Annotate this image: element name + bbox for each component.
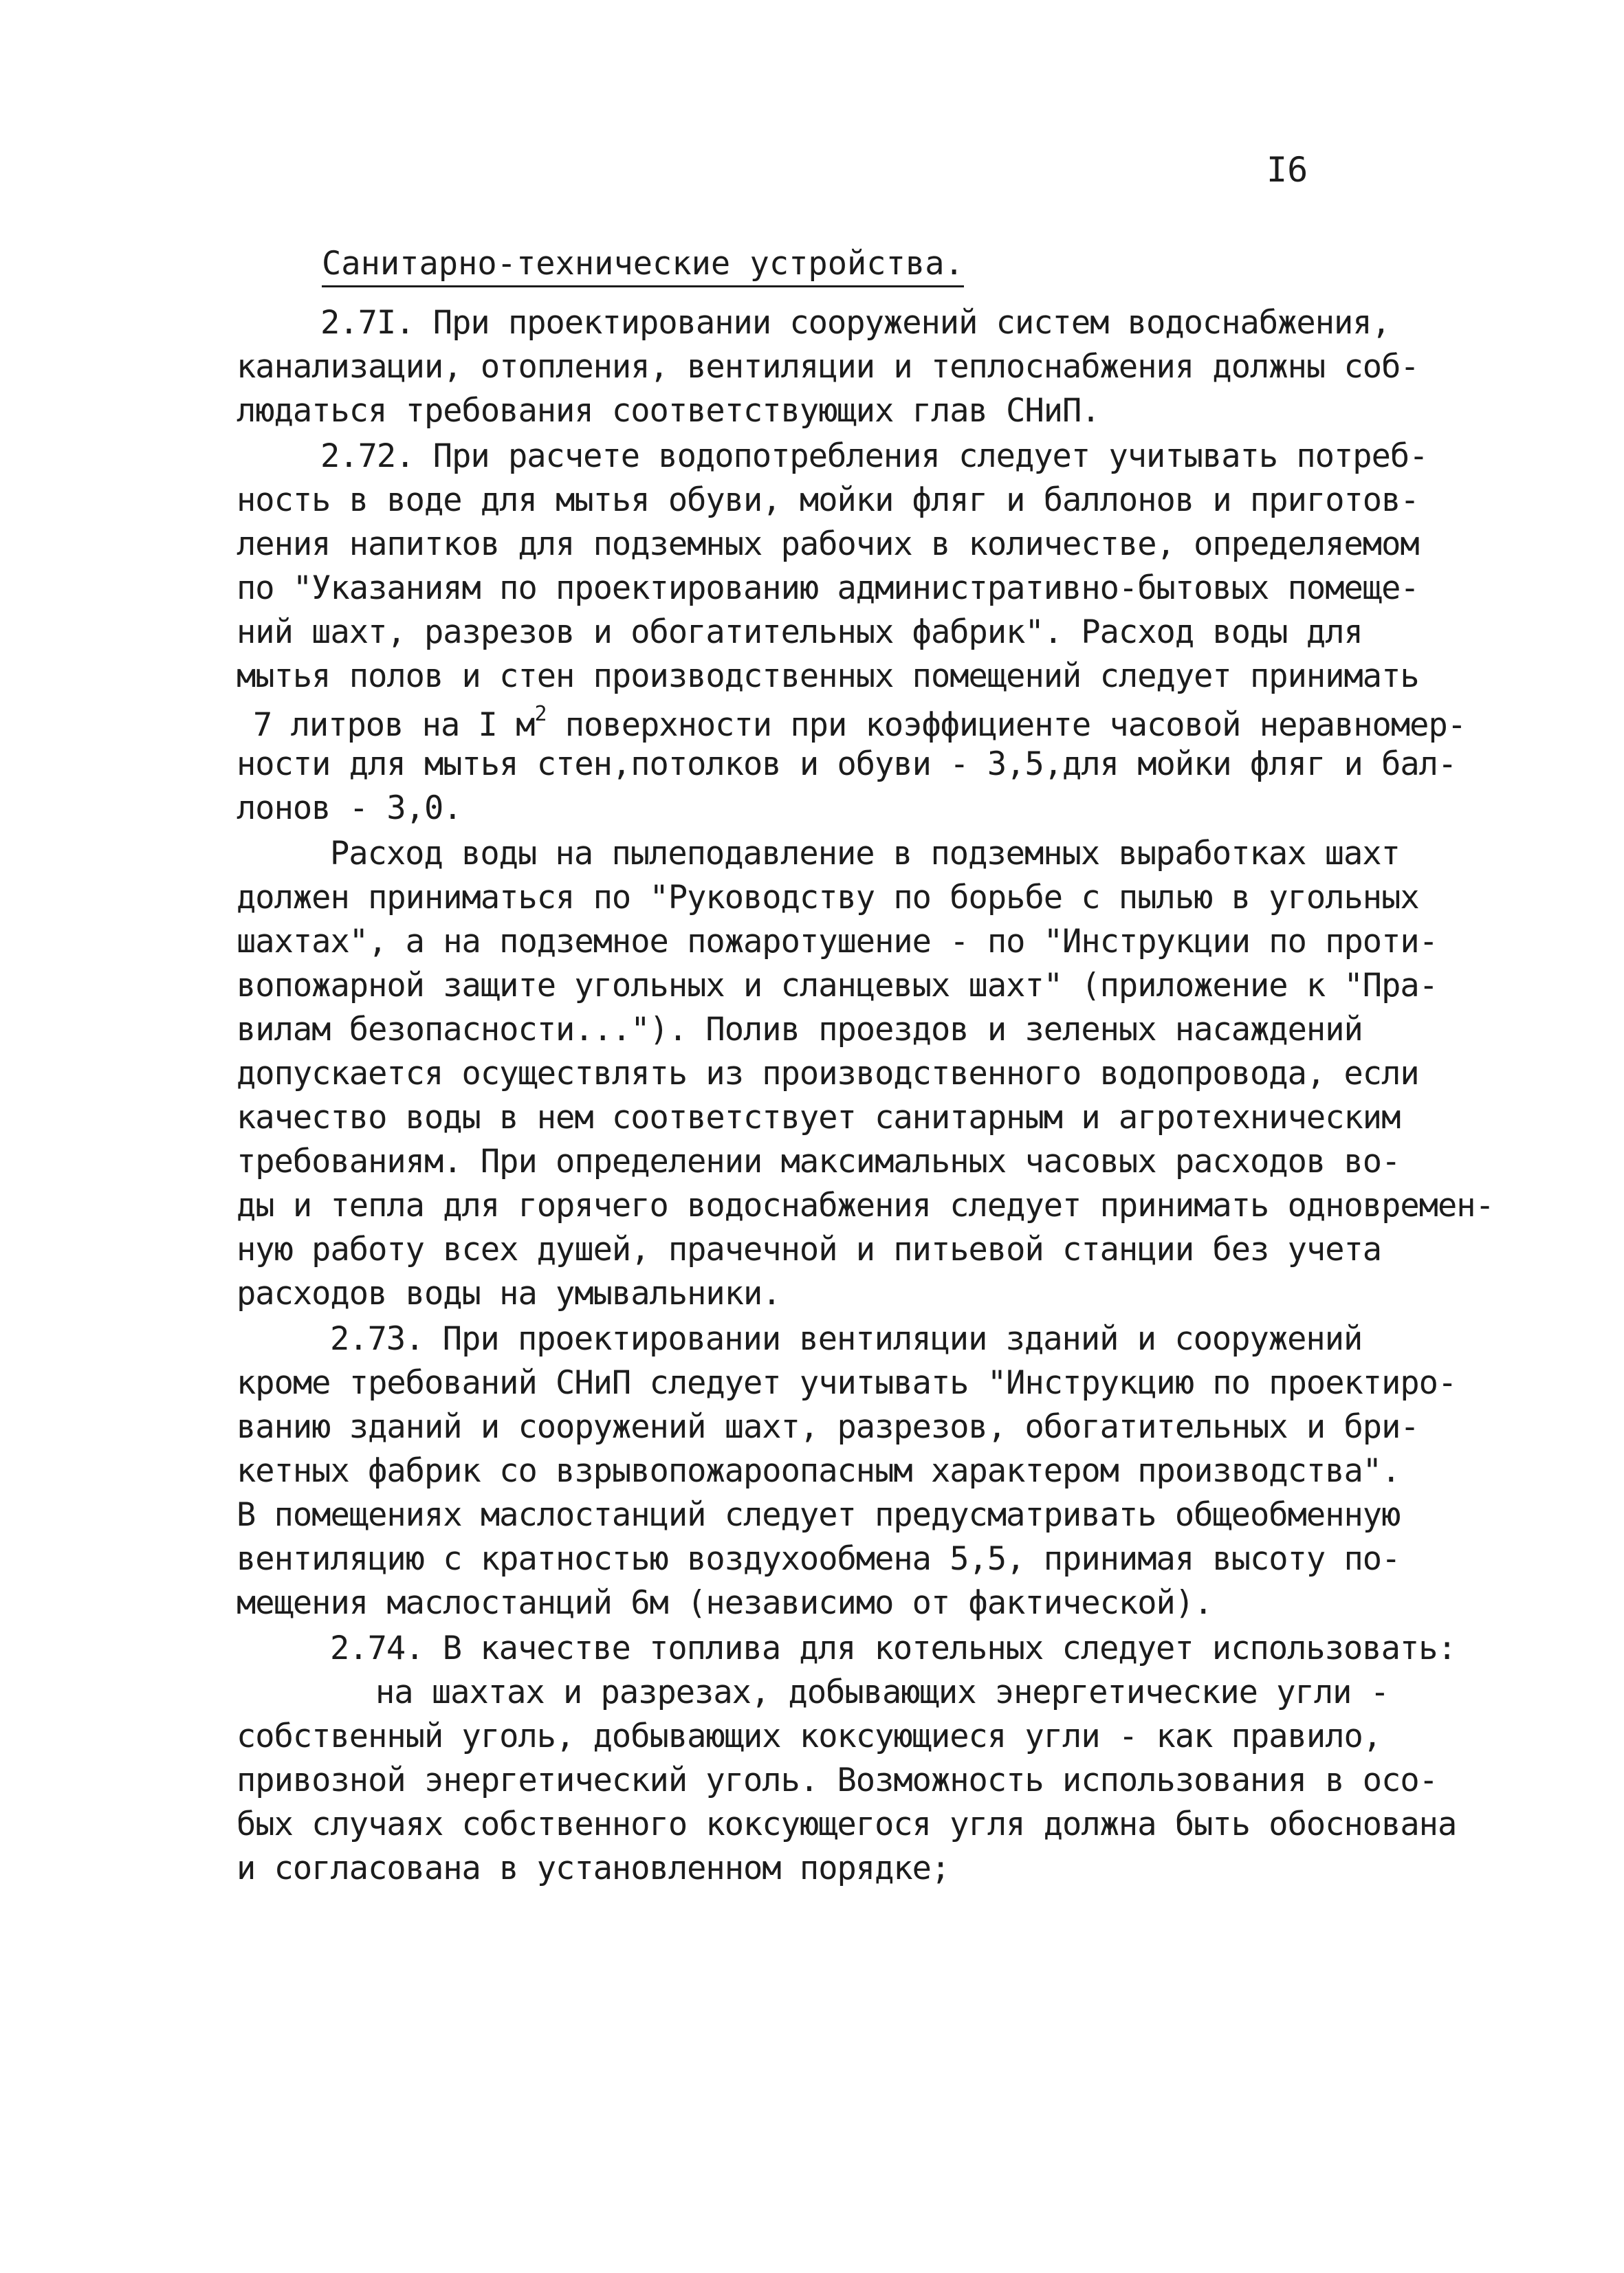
paragraph-line: вилам безопасности..."). Полив проездов и зеленых насаждений <box>237 1011 1363 1048</box>
paragraph-line: ванию зданий и сооружений шахт, разрезов, обогатительных и бри- <box>237 1408 1419 1446</box>
paragraph-line: Расход воды на пылеподавление в подземных выработках шахт <box>330 835 1400 872</box>
paragraph-line: на шахтах и разрезах, добывающих энергетические угли - <box>375 1673 1390 1711</box>
paragraph-line: 2.74. В качестве топлива для котельных следует использовать: <box>330 1629 1456 1667</box>
paragraph-line: 2.72. При расчете водопотребления следует учитывать потреб- <box>320 437 1428 475</box>
paragraph-line: ности для мытья стен,потолков и обуви - 3,5,для мойки фляг и бал- <box>237 745 1457 783</box>
paragraph-line: допускается осуществлять из производственного водопровода, если <box>237 1055 1419 1092</box>
page-number: I6 <box>1266 150 1308 190</box>
paragraph-line: В помещениях маслостанций следует предусматривать общеобменную <box>237 1496 1401 1534</box>
paragraph-line: ность в воде для мытья обуви, мойки фляг и баллонов и приготов- <box>237 481 1419 519</box>
paragraph-line: вентиляцию с кратностью воздухообмена 5,5, принимая высоту по- <box>237 1540 1401 1578</box>
paragraph-line: и согласована в установленном порядке; <box>237 1849 950 1887</box>
paragraph-line: шахтах", а на подземное пожаротушение - по "Инструкции по проти- <box>237 923 1438 960</box>
paragraph-line: ления напитков для подземных рабочих в количестве, определяемом <box>237 525 1419 563</box>
paragraph-line <box>253 702 1467 744</box>
paragraph-line: качество воды в нем соответствует санитарным и агротехническим <box>237 1099 1401 1136</box>
paragraph-line: 2.7I. При проектировании сооружений систем водоснабжения, <box>320 304 1390 342</box>
superscript: 2 <box>534 702 547 726</box>
paragraph-line: расходов воды на умывальники. <box>237 1275 781 1313</box>
paragraph-line: ную работу всех душей, прачечной и питьевой станции без учета <box>237 1231 1382 1269</box>
paragraph-line: кроме требований СНиП следует учитывать "Инструкцию по проектиро- <box>237 1364 1457 1402</box>
paragraph-line: по "Указаниям по проектированию административно-бытовых помеще- <box>237 569 1419 607</box>
paragraph-line: мытья полов и стен производственных помещений следует принимать <box>237 657 1419 695</box>
paragraph-line: 2.73. При проектировании вентиляции зданий и сооружений <box>330 1320 1363 1358</box>
paragraph-line: привозной энергетический уголь. Возможность использования в осо- <box>237 1761 1438 1799</box>
paragraph-line: вопожарной защите угольных и сланцевых шахт" (приложение к "Пра- <box>237 967 1438 1004</box>
line-text: 7 литров на I м <box>253 706 535 744</box>
paragraph-line: мещения маслостанций 6м (независимо от фактической). <box>237 1584 1213 1622</box>
paragraph-line: ды и тепла для горячего водоснабжения следует принимать одновремен- <box>237 1187 1494 1225</box>
paragraph-line: канализации, отопления, вентиляции и теплоснабжения должны соб- <box>237 348 1419 386</box>
paragraph-line: людаться требования соответствующих глав СНиП. <box>237 392 1100 430</box>
paragraph-line: бых случаях собственного коксующегося угля должна быть обоснована <box>237 1805 1457 1843</box>
paragraph-line: собственный уголь, добывающих коксующиеся угли - как правило, <box>237 1717 1382 1755</box>
paragraph-line: ний шахт, разрезов и обогатительных фабрик". Расход воды для <box>237 613 1363 651</box>
line-text: поверхности при коэффициенте часовой неравномер- <box>546 706 1467 744</box>
paragraph-line: лонов - 3,0. <box>237 789 462 827</box>
section-heading: Санитарно-технические устройства. <box>322 245 964 287</box>
paragraph-line: должен приниматься по "Руководству по борьбе с пылью в угольных <box>237 879 1419 916</box>
paragraph-line: требованиям. При определении максимальных часовых расходов во- <box>237 1143 1401 1181</box>
paragraph-line: кетных фабрик со взрывопожароопасным характером производства". <box>237 1452 1401 1490</box>
